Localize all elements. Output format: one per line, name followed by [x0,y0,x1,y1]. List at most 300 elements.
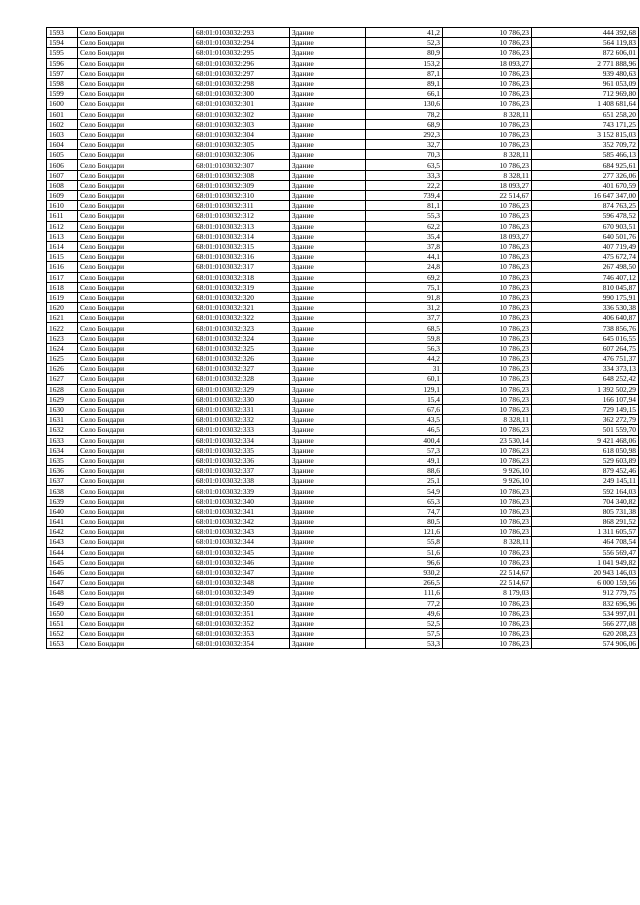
cadastral-number-cell: 68:01:0103032:314 [194,231,290,241]
cadastral-value-cell: 3 152 815,03 [532,129,639,139]
table-row [47,241,639,251]
object-type-cell: Здание [290,78,366,88]
locality-cell: Село Бондари [78,211,194,221]
row-number-cell: 1611 [47,211,78,221]
row-number-cell: 1629 [47,394,78,404]
cadastral-value-cell: 874 763,25 [532,201,639,211]
cadastral-number-cell: 68:01:0103032:336 [194,455,290,465]
area-cell: 62,2 [366,221,443,231]
cadastral-number-cell: 68:01:0103032:294 [194,38,290,48]
table-row [47,68,639,78]
object-type-cell: Здание [290,262,366,272]
row-number-cell: 1619 [47,292,78,302]
area-cell: 121,6 [366,527,443,537]
table-row [47,292,639,302]
cadastral-number-cell: 68:01:0103032:301 [194,99,290,109]
row-number-cell: 1610 [47,201,78,211]
cadastral-number-cell: 68:01:0103032:306 [194,150,290,160]
table-row [47,618,639,628]
cadastral-value-cell: 534 997,01 [532,608,639,618]
locality-cell: Село Бондари [78,486,194,496]
table-row [47,547,639,557]
row-number-cell: 1630 [47,404,78,414]
cadastral-value-cell: 607 264,75 [532,343,639,353]
locality-cell: Село Бондари [78,252,194,262]
cadastral-number-cell: 68:01:0103032:316 [194,252,290,262]
table-row [47,313,639,323]
cadastral-number-cell: 68:01:0103032:342 [194,517,290,527]
cadastral-number-cell: 68:01:0103032:337 [194,466,290,476]
row-number-cell: 1608 [47,180,78,190]
locality-cell: Село Бондари [78,68,194,78]
cadastral-value-cell: 564 119,83 [532,38,639,48]
locality-cell: Село Бондари [78,303,194,313]
table-row [47,333,639,343]
cadastral-value-cell: 743 171,25 [532,119,639,129]
cadastral-value-cell: 961 053,09 [532,78,639,88]
locality-cell: Село Бондари [78,629,194,639]
locality-cell: Село Бондари [78,160,194,170]
table-row [47,404,639,414]
table-row [47,435,639,445]
row-number-cell: 1633 [47,435,78,445]
cadastral-value-cell: 712 969,80 [532,89,639,99]
area-cell: 44,1 [366,252,443,262]
unit-value-cell: 10 786,23 [443,598,532,608]
area-cell: 55,3 [366,211,443,221]
cadastral-number-cell: 68:01:0103032:349 [194,588,290,598]
object-type-cell: Здание [290,211,366,221]
row-number-cell: 1634 [47,445,78,455]
object-type-cell: Здание [290,364,366,374]
object-type-cell: Здание [290,252,366,262]
row-number-cell: 1606 [47,160,78,170]
object-type-cell: Здание [290,282,366,292]
cadastral-value-cell: 401 670,59 [532,180,639,190]
locality-cell: Село Бондари [78,445,194,455]
table-row [47,415,639,425]
unit-value-cell: 10 786,23 [443,557,532,567]
object-type-cell: Здание [290,404,366,414]
cadastral-value-cell: 166 107,94 [532,394,639,404]
cadastral-number-cell: 68:01:0103032:298 [194,78,290,88]
cadastral-value-cell: 670 903,51 [532,221,639,231]
cadastral-value-cell: 406 640,87 [532,313,639,323]
area-cell: 44,2 [366,354,443,364]
locality-cell: Село Бондари [78,374,194,384]
row-number-cell: 1621 [47,313,78,323]
locality-cell: Село Бондари [78,292,194,302]
area-cell: 88,6 [366,466,443,476]
locality-cell: Село Бондари [78,567,194,577]
table-row [47,394,639,404]
cadastral-number-cell: 68:01:0103032:313 [194,221,290,231]
row-number-cell: 1622 [47,323,78,333]
unit-value-cell: 10 786,23 [443,608,532,618]
object-type-cell: Здание [290,517,366,527]
table-row [47,28,639,38]
unit-value-cell: 10 786,23 [443,241,532,251]
table-row [47,323,639,333]
area-cell: 739,4 [366,191,443,201]
cadastral-value-cell: 585 466,13 [532,150,639,160]
area-cell: 87,1 [366,68,443,78]
area-cell: 69,2 [366,272,443,282]
locality-cell: Село Бондари [78,58,194,68]
row-number-cell: 1594 [47,38,78,48]
area-cell: 63,5 [366,160,443,170]
cadastral-number-cell: 68:01:0103032:324 [194,333,290,343]
area-cell: 130,6 [366,99,443,109]
cadastral-number-cell: 68:01:0103032:331 [194,404,290,414]
unit-value-cell: 10 786,23 [443,119,532,129]
locality-cell: Село Бондари [78,557,194,567]
row-number-cell: 1646 [47,567,78,577]
cadastral-number-cell: 68:01:0103032:293 [194,28,290,38]
cadastral-number-cell: 68:01:0103032:345 [194,547,290,557]
area-cell: 80,5 [366,517,443,527]
area-cell: 930,2 [366,567,443,577]
cadastral-number-cell: 68:01:0103032:325 [194,343,290,353]
table-row [47,343,639,353]
unit-value-cell: 10 786,23 [443,28,532,38]
unit-value-cell: 10 786,23 [443,313,532,323]
table-row [47,567,639,577]
locality-cell: Село Бондари [78,343,194,353]
area-cell: 68,9 [366,119,443,129]
locality-cell: Село Бондари [78,262,194,272]
table-row [47,89,639,99]
area-cell: 91,8 [366,292,443,302]
cadastral-value-cell: 596 478,52 [532,211,639,221]
locality-cell: Село Бондари [78,28,194,38]
cadastral-value-cell: 618 050,98 [532,445,639,455]
cadastral-number-cell: 68:01:0103032:295 [194,48,290,58]
locality-cell: Село Бондари [78,78,194,88]
table-row [47,517,639,527]
unit-value-cell: 9 926,10 [443,466,532,476]
unit-value-cell: 18 093,27 [443,180,532,190]
row-number-cell: 1648 [47,588,78,598]
cadastral-value-cell: 1 408 681,64 [532,99,639,109]
cadastral-value-cell: 249 145,11 [532,476,639,486]
object-type-cell: Здание [290,567,366,577]
table-row [47,384,639,394]
area-cell: 25,1 [366,476,443,486]
cadastral-value-cell: 267 498,50 [532,262,639,272]
cadastral-value-cell: 684 925,61 [532,160,639,170]
table-row [47,282,639,292]
object-type-cell: Здание [290,231,366,241]
cadastral-number-cell: 68:01:0103032:305 [194,140,290,150]
object-type-cell: Здание [290,221,366,231]
cadastral-number-cell: 68:01:0103032:312 [194,211,290,221]
unit-value-cell: 10 786,23 [443,445,532,455]
cadastral-number-cell: 68:01:0103032:338 [194,476,290,486]
locality-cell: Село Бондари [78,455,194,465]
area-cell: 59,8 [366,333,443,343]
row-number-cell: 1652 [47,629,78,639]
locality-cell: Село Бондари [78,99,194,109]
row-number-cell: 1605 [47,150,78,160]
unit-value-cell: 10 786,23 [443,404,532,414]
row-number-cell: 1651 [47,618,78,628]
object-type-cell: Здание [290,129,366,139]
area-cell: 46,5 [366,425,443,435]
object-type-cell: Здание [290,292,366,302]
locality-cell: Село Бондари [78,639,194,649]
table-row [47,201,639,211]
cadastral-number-cell: 68:01:0103032:335 [194,445,290,455]
area-cell: 51,6 [366,547,443,557]
cadastral-number-cell: 68:01:0103032:319 [194,282,290,292]
object-type-cell: Здание [290,160,366,170]
cadastral-value-cell: 810 045,87 [532,282,639,292]
table-row [47,231,639,241]
row-number-cell: 1631 [47,415,78,425]
locality-cell: Село Бондари [78,618,194,628]
table-row [47,160,639,170]
area-cell: 96,6 [366,557,443,567]
cadastral-value-cell: 556 569,47 [532,547,639,557]
row-number-cell: 1635 [47,455,78,465]
table-row [47,557,639,567]
object-type-cell: Здание [290,476,366,486]
row-number-cell: 1624 [47,343,78,353]
object-type-cell: Здание [290,323,366,333]
object-type-cell: Здание [290,384,366,394]
cadastral-value-cell: 912 779,75 [532,588,639,598]
object-type-cell: Здание [290,445,366,455]
cadastral-number-cell: 68:01:0103032:321 [194,303,290,313]
cadastral-value-cell: 444 392,68 [532,28,639,38]
object-type-cell: Здание [290,201,366,211]
unit-value-cell: 10 786,23 [443,506,532,516]
area-cell: 54,9 [366,486,443,496]
cadastral-value-cell: 352 709,72 [532,140,639,150]
object-type-cell: Здание [290,527,366,537]
cadastral-value-cell: 592 164,03 [532,486,639,496]
row-number-cell: 1602 [47,119,78,129]
unit-value-cell: 10 786,23 [443,48,532,58]
locality-cell: Село Бондари [78,191,194,201]
table-row [47,58,639,68]
locality-cell: Село Бондари [78,394,194,404]
table-row [47,364,639,374]
area-cell: 75,1 [366,282,443,292]
area-cell: 111,6 [366,588,443,598]
locality-cell: Село Бондари [78,313,194,323]
unit-value-cell: 10 786,23 [443,333,532,343]
table-row [47,272,639,282]
unit-value-cell: 18 093,27 [443,58,532,68]
cadastral-number-cell: 68:01:0103032:353 [194,629,290,639]
unit-value-cell: 10 786,23 [443,272,532,282]
locality-cell: Село Бондари [78,150,194,160]
table-row [47,221,639,231]
table-row [47,425,639,435]
locality-cell: Село Бондари [78,415,194,425]
object-type-cell: Здание [290,588,366,598]
object-type-cell: Здание [290,496,366,506]
cadastral-value-cell: 651 258,20 [532,109,639,119]
unit-value-cell: 10 786,23 [443,618,532,628]
unit-value-cell: 10 786,23 [443,68,532,78]
table-row [47,455,639,465]
locality-cell: Село Бондари [78,404,194,414]
cadastral-number-cell: 68:01:0103032:322 [194,313,290,323]
unit-value-cell: 8 328,11 [443,109,532,119]
unit-value-cell: 10 786,23 [443,211,532,221]
area-cell: 31 [366,364,443,374]
unit-value-cell: 10 786,23 [443,486,532,496]
locality-cell: Село Бондари [78,425,194,435]
table-row [47,374,639,384]
row-number-cell: 1613 [47,231,78,241]
cadastral-value-cell: 566 277,08 [532,618,639,628]
unit-value-cell: 10 786,23 [443,221,532,231]
cadastral-value-cell: 475 672,74 [532,252,639,262]
area-cell: 78,2 [366,109,443,119]
unit-value-cell: 22 514,67 [443,567,532,577]
area-cell: 60,1 [366,374,443,384]
area-cell: 52,3 [366,38,443,48]
object-type-cell: Здание [290,618,366,628]
area-cell: 66,1 [366,89,443,99]
locality-cell: Село Бондари [78,119,194,129]
cadastral-number-cell: 68:01:0103032:310 [194,191,290,201]
locality-cell: Село Бондари [78,221,194,231]
row-number-cell: 1612 [47,221,78,231]
cadastral-number-cell: 68:01:0103032:302 [194,109,290,119]
area-cell: 49,6 [366,608,443,618]
object-type-cell: Здание [290,241,366,251]
table-row [47,527,639,537]
table-row [47,180,639,190]
cadastral-value-cell: 20 943 146,03 [532,567,639,577]
area-cell: 67,6 [366,404,443,414]
row-number-cell: 1626 [47,364,78,374]
row-number-cell: 1615 [47,252,78,262]
object-type-cell: Здание [290,547,366,557]
row-number-cell: 1625 [47,354,78,364]
locality-cell: Село Бондари [78,517,194,527]
cadastral-value-cell: 1 311 605,57 [532,527,639,537]
cadastral-number-cell: 68:01:0103032:326 [194,354,290,364]
cadastral-value-cell: 277 326,06 [532,170,639,180]
object-type-cell: Здание [290,38,366,48]
unit-value-cell: 10 786,23 [443,425,532,435]
row-number-cell: 1596 [47,58,78,68]
cadastral-value-cell: 805 731,38 [532,506,639,516]
unit-value-cell: 10 786,23 [443,354,532,364]
object-type-cell: Здание [290,58,366,68]
area-cell: 56,3 [366,343,443,353]
unit-value-cell: 10 786,23 [443,527,532,537]
cadastral-number-cell: 68:01:0103032:340 [194,496,290,506]
area-cell: 31,2 [366,303,443,313]
row-number-cell: 1617 [47,272,78,282]
cadastral-number-cell: 68:01:0103032:308 [194,170,290,180]
row-number-cell: 1642 [47,527,78,537]
table-row [47,119,639,129]
table-row [47,354,639,364]
object-type-cell: Здание [290,394,366,404]
object-type-cell: Здание [290,333,366,343]
unit-value-cell: 10 786,23 [443,78,532,88]
row-number-cell: 1620 [47,303,78,313]
cadastral-number-cell: 68:01:0103032:304 [194,129,290,139]
table-body [47,28,639,649]
row-number-cell: 1597 [47,68,78,78]
area-cell: 266,5 [366,578,443,588]
cadastral-value-cell: 939 480,63 [532,68,639,78]
unit-value-cell: 10 786,23 [443,343,532,353]
locality-cell: Село Бондари [78,598,194,608]
unit-value-cell: 22 514,67 [443,191,532,201]
area-cell: 35,4 [366,231,443,241]
object-type-cell: Здание [290,415,366,425]
row-number-cell: 1650 [47,608,78,618]
area-cell: 81,1 [366,201,443,211]
row-number-cell: 1641 [47,517,78,527]
locality-cell: Село Бондари [78,537,194,547]
locality-cell: Село Бондари [78,466,194,476]
unit-value-cell: 10 786,23 [443,129,532,139]
row-number-cell: 1628 [47,384,78,394]
cadastral-value-cell: 868 291,52 [532,517,639,527]
cadastral-value-cell: 640 501,76 [532,231,639,241]
object-type-cell: Здание [290,119,366,129]
table-row [47,191,639,201]
object-type-cell: Здание [290,180,366,190]
table-row [47,476,639,486]
cadastral-value-table [46,27,639,649]
locality-cell: Село Бондари [78,170,194,180]
cadastral-value-cell: 1 041 949,82 [532,557,639,567]
row-number-cell: 1595 [47,48,78,58]
row-number-cell: 1653 [47,639,78,649]
cadastral-number-cell: 68:01:0103032:352 [194,618,290,628]
object-type-cell: Здание [290,48,366,58]
row-number-cell: 1637 [47,476,78,486]
locality-cell: Село Бондари [78,201,194,211]
cadastral-number-cell: 68:01:0103032:317 [194,262,290,272]
area-cell: 65,3 [366,496,443,506]
cadastral-number-cell: 68:01:0103032:315 [194,241,290,251]
area-cell: 153,2 [366,58,443,68]
cadastral-number-cell: 68:01:0103032:343 [194,527,290,537]
cadastral-value-cell: 648 252,42 [532,374,639,384]
object-type-cell: Здание [290,578,366,588]
table-row [47,466,639,476]
object-type-cell: Здание [290,506,366,516]
cadastral-number-cell: 68:01:0103032:327 [194,364,290,374]
area-cell: 70,3 [366,150,443,160]
unit-value-cell: 10 786,23 [443,292,532,302]
table-row [47,48,639,58]
cadastral-number-cell: 68:01:0103032:333 [194,425,290,435]
cadastral-value-cell: 879 452,46 [532,466,639,476]
object-type-cell: Здание [290,639,366,649]
cadastral-value-cell: 334 373,13 [532,364,639,374]
unit-value-cell: 10 786,23 [443,374,532,384]
unit-value-cell: 10 786,23 [443,201,532,211]
row-number-cell: 1627 [47,374,78,384]
area-cell: 55,8 [366,537,443,547]
object-type-cell: Здание [290,435,366,445]
unit-value-cell: 10 786,23 [443,282,532,292]
